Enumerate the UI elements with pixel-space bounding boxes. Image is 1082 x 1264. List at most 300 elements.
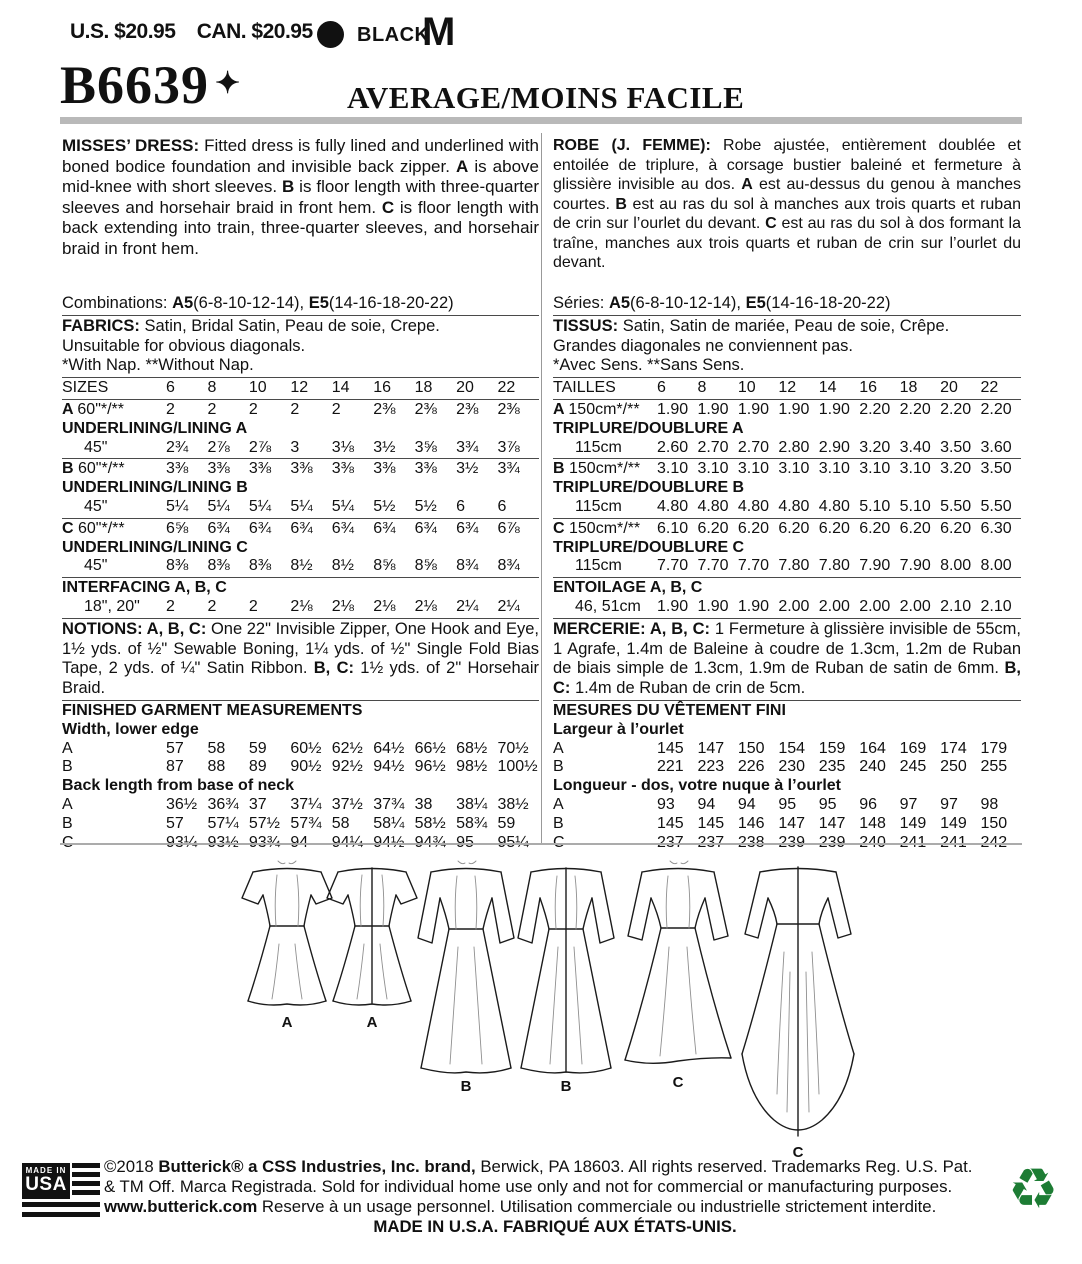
table-cell: 7.70 <box>737 557 770 575</box>
table-cell: 14 <box>818 379 837 397</box>
table-cell: 3¾ <box>497 460 520 478</box>
table-cell: 58½ <box>414 814 446 832</box>
table-cell: 57½ <box>248 814 281 832</box>
view-label: B <box>460 1078 472 1095</box>
view-label: A <box>366 1014 378 1031</box>
table-cell: 64½ <box>373 739 405 757</box>
table-cell: 6.10 <box>657 519 689 537</box>
flag-stripes <box>72 1163 100 1199</box>
made-in-usa-flag-logo <box>22 1163 100 1221</box>
table-cell: 6.20 <box>899 519 931 537</box>
table-cell: 1.90 <box>818 400 850 418</box>
table-cell: 5.50 <box>980 497 1012 515</box>
color-name: BLACK <box>357 24 430 46</box>
legal-line-1: ©2018 Butterick® a CSS Industries, Inc. brand, Berwick, PA 18603. All rights reserved. Trademarks Reg. U.S. Pat. <box>104 1157 973 1176</box>
table-cell: 2.70 <box>737 438 770 456</box>
table-cell: 2.10 <box>940 597 972 615</box>
garment-view-c-back <box>732 852 864 1160</box>
table-rule <box>62 700 539 701</box>
table-cell: 150 <box>980 814 1008 832</box>
table-cell: 88 <box>207 758 226 776</box>
table-row <box>553 439 1021 458</box>
table-rule <box>62 577 539 578</box>
table-cell: 2⅜ <box>456 400 479 418</box>
table-cell: 3½ <box>456 460 479 478</box>
table-row <box>62 598 539 617</box>
table-cell: 12 <box>290 379 309 397</box>
table-row <box>553 520 1021 539</box>
table-cell: 1.90 <box>737 400 770 418</box>
section-heading: UNDERLINING/LINING B <box>62 479 248 497</box>
table-cell: 145 <box>657 814 684 832</box>
table-cell: 3.10 <box>657 460 689 478</box>
table-cell: 255 <box>980 758 1008 776</box>
table-cell: 18 <box>414 379 433 397</box>
table-cell: 2.20 <box>859 400 891 418</box>
paragraph: Séries: A5(6-8-10-12-14), E5(14-16-18-20-22) <box>553 294 891 312</box>
row-label: A 150cm*/** <box>553 400 640 418</box>
table-cell: 2.00 <box>859 597 891 615</box>
table-cell: 226 <box>737 758 765 776</box>
section-heading: Largeur à l’ourlet <box>553 720 684 738</box>
row-label: 115cm <box>575 557 622 575</box>
table-cell: 100½ <box>497 758 538 776</box>
table-cell: 5¼ <box>248 497 272 515</box>
table-row <box>62 740 539 759</box>
table-row <box>553 401 1021 420</box>
table-cell: 60½ <box>290 739 322 757</box>
table-cell: 2.80 <box>778 438 810 456</box>
table-cell: 3.40 <box>899 438 931 456</box>
table-cell: 2.20 <box>940 400 972 418</box>
table-cell: 6.20 <box>737 519 770 537</box>
table-cell: 8⅜ <box>207 557 230 575</box>
table-cell: 2¼ <box>456 597 479 615</box>
table-row <box>553 758 1021 777</box>
table-cell: 6¾ <box>456 519 479 537</box>
row-label: A 60"*/** <box>62 400 125 418</box>
table-cell: 3.20 <box>859 438 891 456</box>
table-rule <box>62 377 539 378</box>
table-row <box>553 460 1021 479</box>
table-cell: 2⅞ <box>248 438 272 456</box>
flag-made-in-text: MADE IN <box>25 1166 67 1175</box>
table-cell: 2⅛ <box>331 597 354 615</box>
header-rule <box>60 117 1022 124</box>
table-cell: 6 <box>166 379 175 397</box>
table-cell: 58¼ <box>373 814 405 832</box>
table-cell: 179 <box>980 739 1008 757</box>
table-cell: 2.10 <box>980 597 1012 615</box>
recycle-icon: ♻ <box>1008 1157 1059 1220</box>
table-cell: 150 <box>737 739 765 757</box>
french-table <box>553 294 1021 852</box>
row-label: B <box>62 758 73 776</box>
legal-text <box>104 1157 1006 1237</box>
view-label: C <box>672 1074 684 1091</box>
table-cell: 2⅛ <box>414 597 437 615</box>
table-cell: 57 <box>166 739 184 757</box>
table-cell: 2 <box>207 597 217 615</box>
table-cell: 3⅛ <box>331 438 354 456</box>
row-label: C 60"*/** <box>62 519 125 537</box>
price-us: U.S. $20.95 <box>70 20 176 43</box>
section-heading: Longueur - dos, votre nuque à l’ourlet <box>553 777 842 795</box>
table-cell: 94 <box>697 795 716 813</box>
price-can: CAN. $20.95 <box>196 20 313 43</box>
table-cell: 2.00 <box>818 597 850 615</box>
mccalls-brand-mark: M <box>422 10 456 54</box>
row-label: B 60"*/** <box>62 460 125 478</box>
table-cell: 6¾ <box>373 519 396 537</box>
pattern-number: B6639 ✦ <box>60 55 242 115</box>
row-label: A <box>62 739 73 757</box>
paragraph: Combinations: A5(6-8-10-12-14), E5(14-16-18-20-22) <box>62 294 454 312</box>
french-column <box>553 136 1021 852</box>
garment-view-b-front <box>414 852 518 1095</box>
table-cell: 3.50 <box>940 438 972 456</box>
table-cell: 57¼ <box>207 814 239 832</box>
table-cell: 8⅜ <box>248 557 272 575</box>
table-cell: 94½ <box>373 758 405 776</box>
flag-usa-text: USA <box>25 1174 67 1195</box>
table-rule <box>62 458 539 459</box>
table-cell: 5.50 <box>940 497 972 515</box>
table-cell: 20 <box>940 379 958 397</box>
table-row <box>62 758 539 777</box>
table-rule <box>62 315 539 316</box>
view-label: A <box>281 1014 293 1031</box>
table-cell: 4.80 <box>818 497 850 515</box>
table-cell: 6⅝ <box>166 519 189 537</box>
table-rule <box>62 518 539 519</box>
table-cell: 3⅜ <box>290 460 313 478</box>
dress-b-front-drawing <box>414 852 518 1076</box>
section-heading: ENTOILAGE A, B, C <box>553 579 703 597</box>
table-cell: 2 <box>166 400 175 418</box>
row-label: 45" <box>84 557 108 575</box>
table-cell: 147 <box>697 739 725 757</box>
table-cell: 145 <box>697 814 725 832</box>
table-cell: 38½ <box>497 795 529 813</box>
table-cell: 5.10 <box>899 497 931 515</box>
table-cell: 36¾ <box>207 795 239 813</box>
section-heading: TRIPLURE/DOUBLURE C <box>553 538 745 556</box>
table-cell: 58¾ <box>456 814 488 832</box>
table-cell: 36½ <box>166 795 198 813</box>
section-heading: TRIPLURE/DOUBLURE B <box>553 479 745 497</box>
table-cell: 2⅜ <box>497 400 520 418</box>
table-cell: 2⅜ <box>414 400 437 418</box>
difficulty-rating: AVERAGE/MOINS FACILE <box>347 80 745 115</box>
table-cell: 5.10 <box>859 497 891 515</box>
table-row <box>62 498 539 517</box>
table-cell: 2 <box>331 400 341 418</box>
section-heading: UNDERLINING/LINING C <box>62 538 248 556</box>
table-cell: 37¼ <box>290 795 322 813</box>
table-cell: 149 <box>940 814 967 832</box>
table-row <box>62 557 539 576</box>
table-cell: 2.20 <box>899 400 931 418</box>
table-cell: 146 <box>737 814 765 832</box>
table-cell: 58 <box>331 814 350 832</box>
table-cell: 8⅝ <box>414 557 437 575</box>
garment-view-c-front <box>620 852 736 1091</box>
garment-view-a-back <box>322 852 422 1031</box>
table-row <box>553 379 1021 398</box>
paragraph: NOTIONS: A, B, C: One 22" Invisible Zipper, One Hook and Eye, 1½ yds. of ½" Sewable Boning, 1¼ yds. of ½" Single Fold Bias Tape, 2 yds. of ¼" Satin Ribbon. B, C: 1½ yds. of 2" Horsehair Braid. <box>62 619 539 698</box>
table-cell: 12 <box>778 379 797 397</box>
table-cell: 2.70 <box>697 438 729 456</box>
table-row <box>553 740 1021 759</box>
flag-stripes <box>22 1202 100 1219</box>
table-cell: 4.80 <box>737 497 770 515</box>
table-cell: 6.20 <box>859 519 891 537</box>
table-cell: 2 <box>248 597 258 615</box>
row-label: 46, 51cm <box>575 597 641 615</box>
english-table <box>62 294 539 852</box>
table-cell: 223 <box>697 758 725 776</box>
row-label: SIZES <box>62 379 109 397</box>
table-cell: 8 <box>207 379 217 397</box>
table-cell: 2 <box>248 400 258 418</box>
made-in-usa-line: MADE IN U.S.A. FABRIQUÉ AUX ÉTATS-UNIS. <box>373 1217 737 1237</box>
table-cell: 95 <box>818 795 837 813</box>
table-cell: 98½ <box>456 758 488 776</box>
table-cell: 7.90 <box>899 557 931 575</box>
star-icon: ✦ <box>215 67 242 100</box>
table-rule <box>553 518 1021 519</box>
table-cell: 68½ <box>456 739 488 757</box>
table-cell: 94 <box>737 795 756 813</box>
paragraph: *Avec Sens. **Sans Sens. <box>553 356 745 375</box>
table-cell: 6.20 <box>778 519 810 537</box>
table-cell: 6.20 <box>940 519 972 537</box>
table-cell: 148 <box>859 814 886 832</box>
table-cell: 3⅜ <box>414 460 437 478</box>
row-label: 45" <box>84 438 108 456</box>
table-cell: 98 <box>980 795 999 813</box>
table-cell: 2⅛ <box>290 597 313 615</box>
column-divider <box>541 133 542 843</box>
table-cell: 159 <box>818 739 846 757</box>
table-rule <box>553 399 1021 400</box>
table-cell: 3.10 <box>899 460 931 478</box>
row-label: 115cm <box>575 438 622 456</box>
table-cell: 1.90 <box>657 597 689 615</box>
table-row <box>62 520 539 539</box>
table-cell: 174 <box>940 739 967 757</box>
table-cell: 6⅞ <box>497 519 520 537</box>
table-cell: 3.10 <box>737 460 770 478</box>
table-cell: 16 <box>859 379 877 397</box>
table-cell: 7.70 <box>697 557 729 575</box>
table-cell: 3⅜ <box>373 460 396 478</box>
table-cell: 3.20 <box>940 460 972 478</box>
table-cell: 8.00 <box>940 557 972 575</box>
table-row <box>553 498 1021 517</box>
table-cell: 2 <box>166 597 175 615</box>
row-label: 18", 20" <box>84 597 140 615</box>
table-cell: 59 <box>248 739 267 757</box>
table-cell: 3.10 <box>778 460 810 478</box>
table-cell: 2⅛ <box>373 597 396 615</box>
table-cell: 2.60 <box>657 438 689 456</box>
dress-c-front-drawing <box>620 852 736 1072</box>
table-cell: 3.50 <box>980 460 1012 478</box>
table-cell: 221 <box>657 758 684 776</box>
table-cell: 2¾ <box>166 438 189 456</box>
paragraph: Grandes diagonales ne conviennent pas. <box>553 336 853 355</box>
table-cell: 37½ <box>331 795 363 813</box>
table-cell: 8¾ <box>497 557 520 575</box>
table-cell: 164 <box>859 739 886 757</box>
row-label: TAILLES <box>553 379 616 397</box>
table-cell: 6¾ <box>290 519 313 537</box>
table-cell: 7.80 <box>778 557 810 575</box>
table-cell: 8⅝ <box>373 557 396 575</box>
dress-a-back-drawing <box>322 852 422 1012</box>
table-cell: 59 <box>497 814 516 832</box>
legal-line-3: www.butterick.com Reserve à un usage personnel. Utilisation commerciale ou industrielle strictement interdite. <box>104 1196 937 1216</box>
paragraph: MERCERIE: A, B, C: 1 Fermeture à glissière invisible de 55cm, 1 Agrafe, 1.4m de Baleine à coudre de 1.3cm, 1.2m de Ruban de biais simple de 1.3cm, 1.9m de Ruban de satin de 6mm. B, C: 1.4m de Ruban de crin de 5cm. <box>553 619 1021 698</box>
table-cell: 5¼ <box>166 497 189 515</box>
table-bottom-rule <box>60 843 1022 845</box>
table-cell: 90½ <box>290 758 322 776</box>
row-label: B <box>553 758 564 776</box>
table-cell: 2 <box>290 400 300 418</box>
table-cell: 145 <box>657 739 684 757</box>
table-cell: 57¾ <box>290 814 322 832</box>
table-cell: 5¼ <box>207 497 230 515</box>
table-cell: 8⅜ <box>166 557 189 575</box>
english-column <box>62 136 539 852</box>
table-cell: 5½ <box>414 497 437 515</box>
table-cell: 10 <box>248 379 267 397</box>
table-rule <box>553 577 1021 578</box>
table-cell: 6 <box>456 497 465 515</box>
table-cell: 3.10 <box>818 460 850 478</box>
table-cell: 87 <box>166 758 184 776</box>
table-row <box>62 815 539 834</box>
table-cell: 250 <box>940 758 967 776</box>
table-rule <box>553 700 1021 701</box>
paragraph: FABRICS: Satin, Bridal Satin, Peau de soie, Crepe. <box>62 316 440 335</box>
table-cell: 2.90 <box>818 438 850 456</box>
row-label: B 150cm*/** <box>553 460 641 478</box>
table-cell: 18 <box>899 379 918 397</box>
table-cell: 6.20 <box>697 519 729 537</box>
row-label: B <box>62 814 73 832</box>
table-cell: 57 <box>166 814 184 832</box>
table-cell: 1.90 <box>657 400 689 418</box>
table-cell: 3.60 <box>980 438 1012 456</box>
section-heading: Width, lower edge <box>62 720 199 738</box>
section-heading: INTERFACING A, B, C <box>62 579 227 597</box>
table-cell: 5¼ <box>290 497 313 515</box>
table-cell: 22 <box>980 379 999 397</box>
row-label: B <box>553 814 564 832</box>
table-cell: 3⅜ <box>331 460 354 478</box>
table-cell: 7.80 <box>818 557 850 575</box>
table-cell: 37 <box>248 795 267 813</box>
table-cell: 149 <box>899 814 927 832</box>
paragraph: Unsuitable for obvious diagonals. <box>62 336 306 355</box>
table-cell: 6.30 <box>980 519 1012 537</box>
table-cell: 22 <box>497 379 516 397</box>
table-row <box>62 439 539 458</box>
table-cell: 20 <box>456 379 474 397</box>
section-heading: Back length from base of neck <box>62 777 295 795</box>
table-rule <box>553 458 1021 459</box>
section-heading: FINISHED GARMENT MEASUREMENTS <box>62 701 363 719</box>
table-row <box>62 796 539 815</box>
table-cell: 93 <box>657 795 675 813</box>
color-dot-icon <box>317 21 344 48</box>
table-cell: 8¾ <box>456 557 479 575</box>
table-cell: 2.00 <box>778 597 810 615</box>
table-rule <box>553 618 1021 619</box>
table-cell: 3⅜ <box>248 460 272 478</box>
table-cell: 66½ <box>414 739 446 757</box>
section-heading: MESURES DU VÊTEMENT FINI <box>553 701 786 719</box>
table-cell: 3⅝ <box>414 438 437 456</box>
table-cell: 38¼ <box>456 795 488 813</box>
table-cell: 6 <box>657 379 666 397</box>
table-cell: 2.00 <box>899 597 931 615</box>
row-label: 45" <box>84 497 108 515</box>
table-cell: 1.90 <box>737 597 770 615</box>
table-cell: 89 <box>248 758 267 776</box>
table-cell: 38 <box>414 795 433 813</box>
table-row <box>553 598 1021 617</box>
table-cell: 245 <box>899 758 927 776</box>
table-cell: 70½ <box>497 739 529 757</box>
table-cell: 154 <box>778 739 806 757</box>
table-row <box>553 796 1021 815</box>
table-row <box>553 815 1021 834</box>
price-line <box>70 20 313 44</box>
table-cell: 147 <box>778 814 806 832</box>
table-row <box>62 379 539 398</box>
row-label: A <box>553 795 564 813</box>
dress-c-back-drawing <box>732 852 864 1144</box>
table-cell: 235 <box>818 758 846 776</box>
paragraph: TISSUS: Satin, Satin de mariée, Peau de soie, Crêpe. <box>553 316 950 335</box>
row-label: A <box>553 739 564 757</box>
table-cell: 95 <box>778 795 797 813</box>
table-row <box>553 557 1021 576</box>
table-cell: 97 <box>940 795 958 813</box>
dress-b-back-drawing <box>514 852 618 1076</box>
table-cell: 5¼ <box>331 497 354 515</box>
table-cell: 2.20 <box>980 400 1012 418</box>
table-cell: 3⅜ <box>207 460 230 478</box>
table-cell: 8 <box>697 379 707 397</box>
table-cell: 7.90 <box>859 557 891 575</box>
table-cell: 4.80 <box>697 497 729 515</box>
table-cell: 2⅞ <box>207 438 230 456</box>
table-rule <box>553 377 1021 378</box>
table-cell: 7.70 <box>657 557 689 575</box>
table-cell: 1.90 <box>697 400 729 418</box>
legal-line-2: & TM Off. Marca Registrada. Sold for individual home use only and not for commercial or manufacturing purposes. <box>104 1176 953 1196</box>
row-label: C 150cm*/** <box>553 519 641 537</box>
table-cell: 3⅞ <box>497 438 520 456</box>
table-row <box>62 401 539 420</box>
table-cell: 1.90 <box>778 400 810 418</box>
table-cell: 3.10 <box>697 460 729 478</box>
